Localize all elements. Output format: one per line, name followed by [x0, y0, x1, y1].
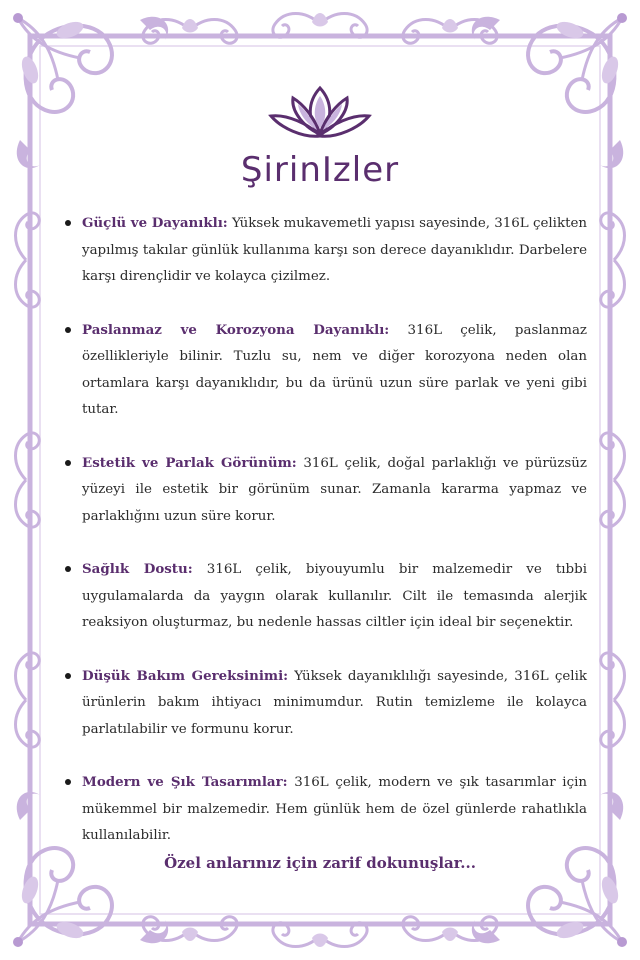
- feature-item: [62, 210, 587, 291]
- brand-name: ŞirinIzler: [240, 150, 400, 190]
- feature-item: [62, 450, 587, 531]
- feature-text: Yüksek dayanıklılığı sayesinde, 316L çelik ürünlerin bakım ihtiyacı minimumdur. Rutin temizleme ile kolayca parlatılabilir ve formunu korur.: [82, 668, 587, 737]
- feature-title: Paslanmaz ve Korozyona Dayanıklı:: [82, 321, 390, 338]
- feature-item: [62, 317, 587, 424]
- feature-title: Modern ve Şık Tasarımlar:: [82, 774, 288, 790]
- feature-item: [62, 663, 587, 744]
- feature-text: 316L çelik, biyouyumlu bir malzemedir ve tıbbi uygulamalarda da yaygın olarak kullanılır. Cilt ile temasında alerjik reaksiyon oluşturmaz, bu nedenle hassas ciltler için ideal bir seçenektir.: [82, 562, 587, 630]
- lotus-icon: [265, 82, 375, 148]
- feature-text: 316L çelik, paslanmaz özellikleriyle bilinir. Tuzlu su, nem ve diğer korozyona neden olan ortamlara karşı dayanıklıdır, bu da ürünü uzun süre parlak ve yeni gibi tutar.: [82, 322, 587, 417]
- tagline: Özel anlarınız için zarif dokunuşlar...: [164, 854, 476, 872]
- feature-text: 316L çelik, modern ve şık tasarımlar için mükemmel bir malzemedir. Hem günlük hem de özel günlerde rahatlıkla kullanılabilir.: [82, 775, 587, 843]
- feature-text: Yüksek mukavemetli yapısı sayesinde, 316L çelikten yapılmış takılar günlük kullanıma karşı son derece dayanıklıdır. Darbelere karşı dirençlidir ve kolayca çizilmez.: [82, 216, 587, 284]
- feature-title: Güçlü ve Dayanıklı:: [82, 215, 228, 231]
- feature-title: Sağlık Dostu:: [82, 561, 193, 577]
- feature-item: [62, 556, 587, 637]
- brand-logo: [220, 82, 420, 200]
- feature-title: Estetik ve Parlak Görünüm:: [82, 454, 297, 471]
- feature-text: 316L çelik, doğal parlaklığı ve pürüzsüz yüzeyi ile estetik bir görünüm sunar. Zamanla kararma yapmaz ve parlaklığını uzun süre korur.: [82, 455, 587, 524]
- feature-list: [62, 210, 587, 876]
- feature-item: [62, 769, 587, 850]
- feature-title: Düşük Bakım Gereksinimi:: [82, 667, 289, 684]
